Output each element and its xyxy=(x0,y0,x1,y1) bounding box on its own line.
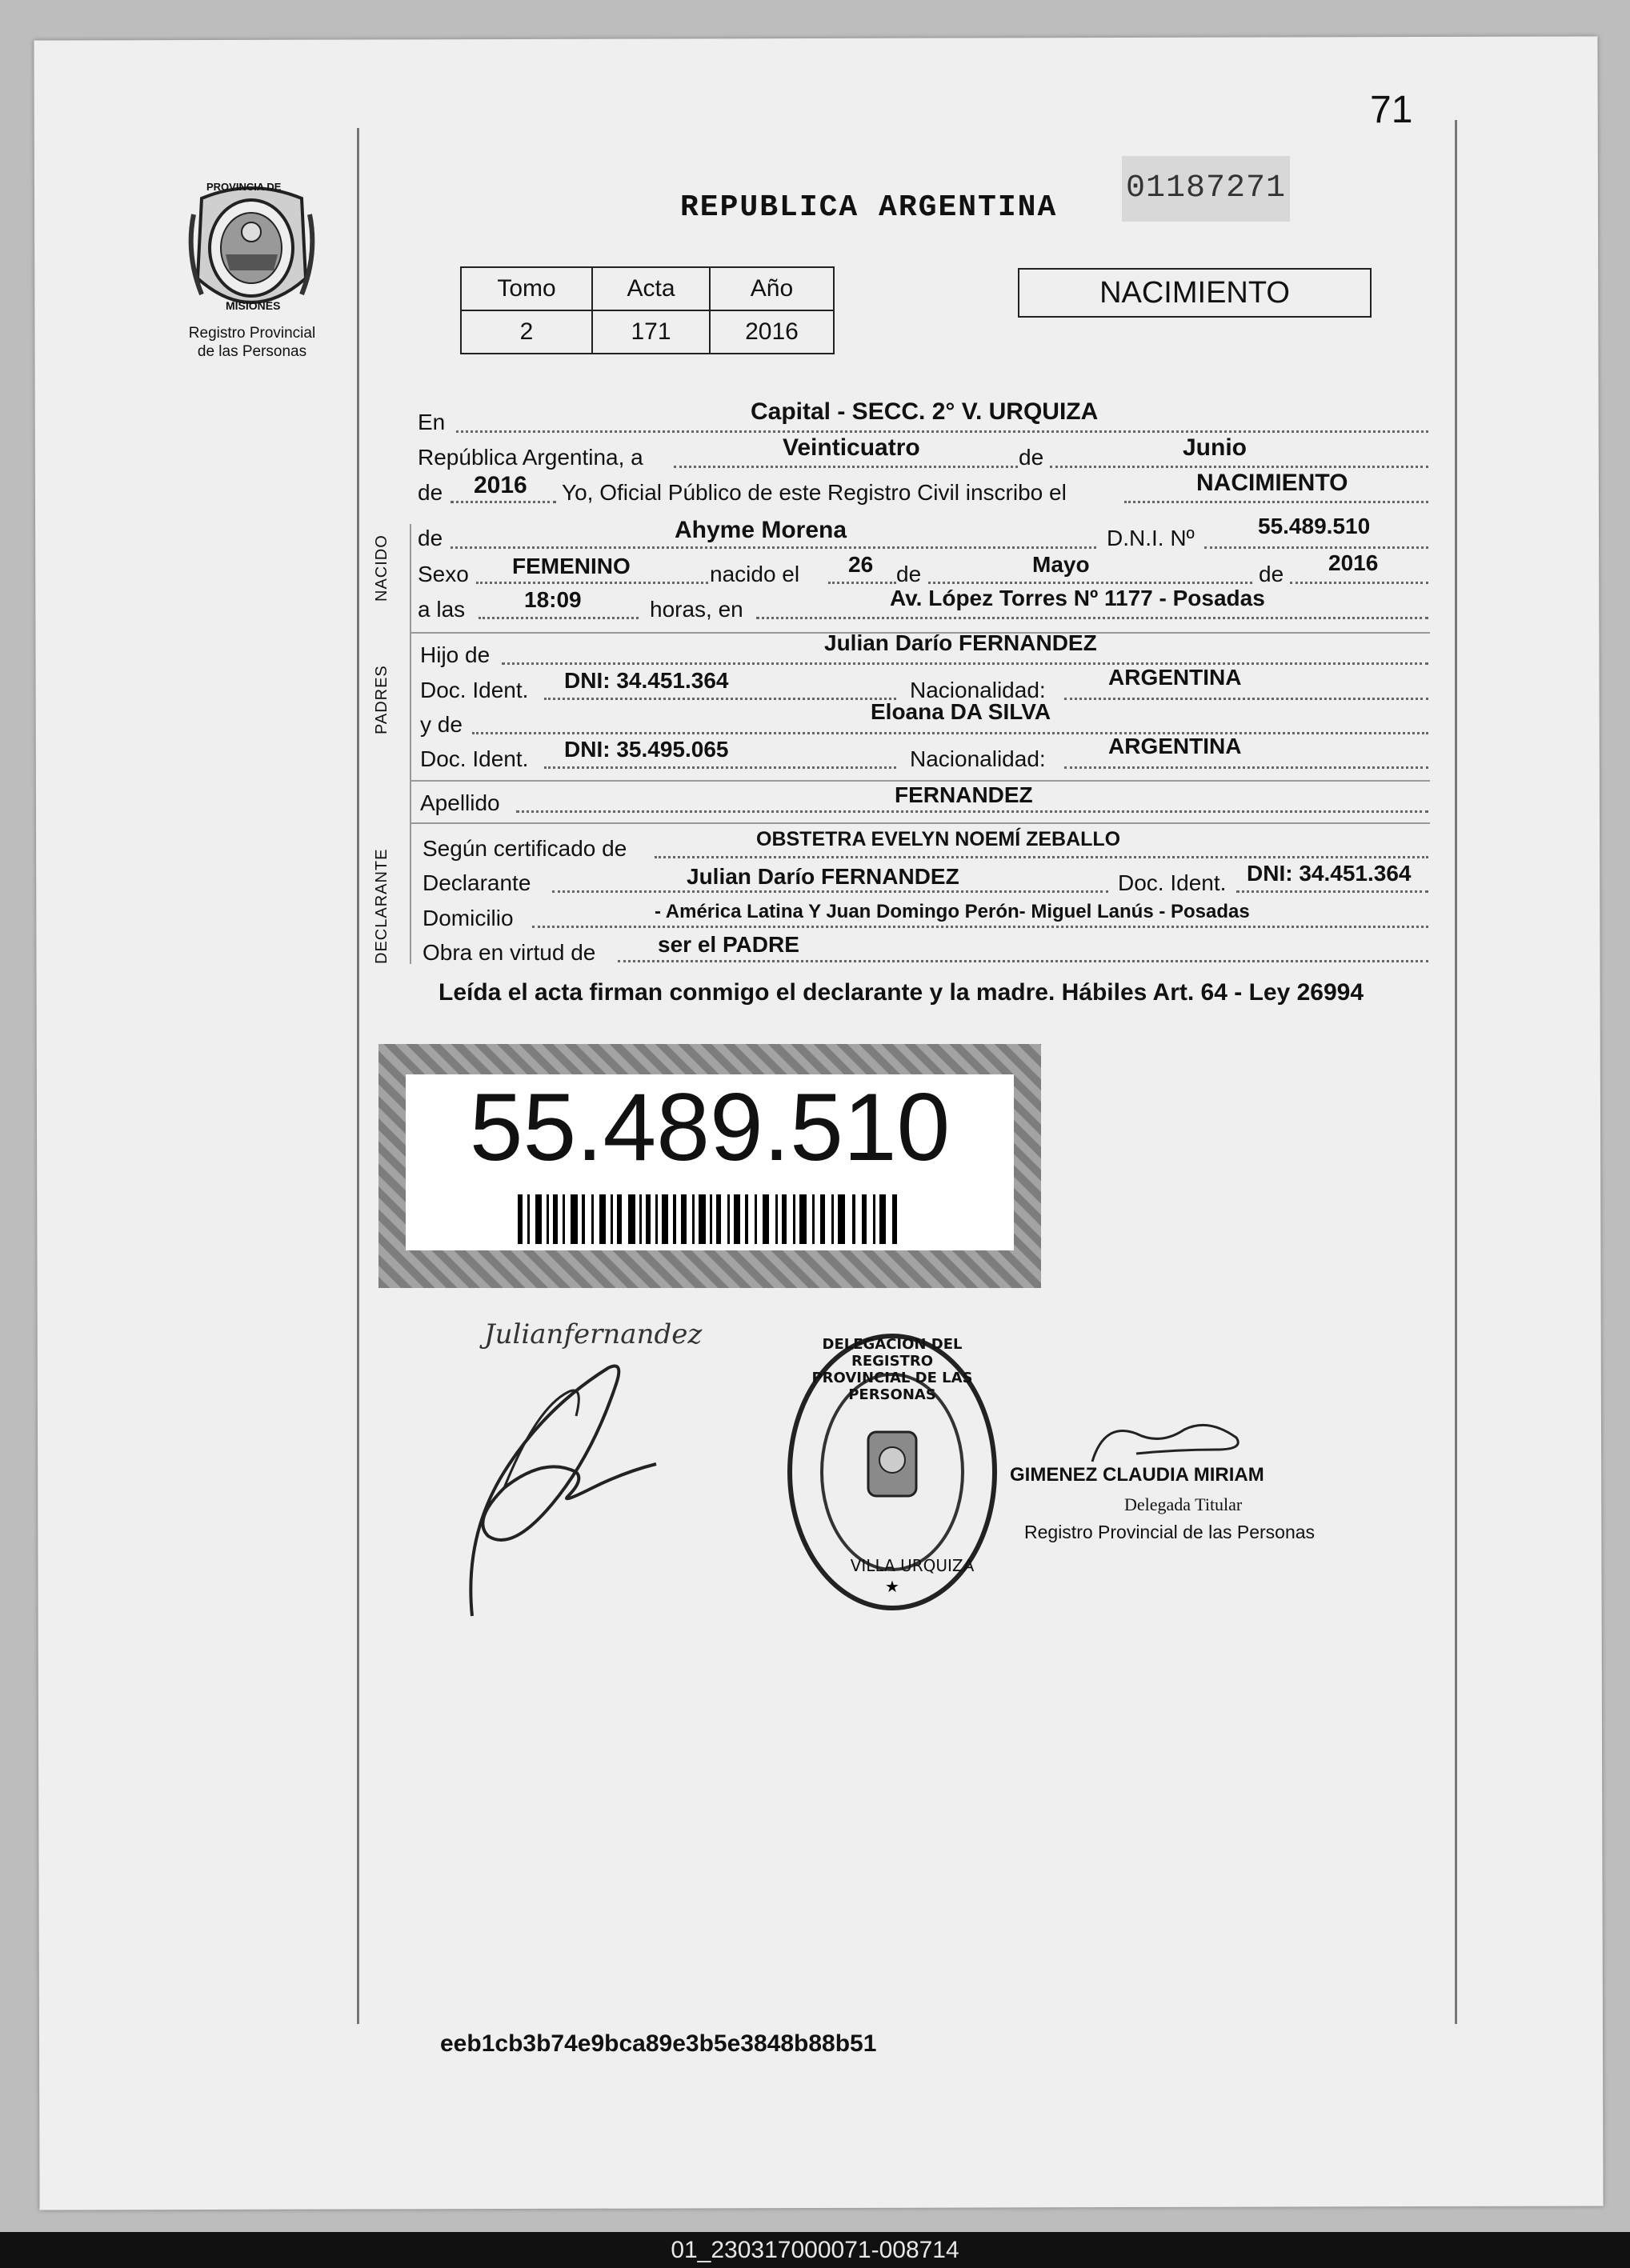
declarante-value: Julian Darío FERNANDEZ xyxy=(687,864,959,889)
sticker-dni-number: 55.489.510 xyxy=(469,1074,951,1181)
child-name: Ahyme Morena xyxy=(675,517,847,543)
de-label-month: de xyxy=(1019,445,1044,470)
declarant-handwritten-name: Julianfernandez xyxy=(484,1318,703,1350)
horas-label: horas, en xyxy=(650,597,743,622)
provincial-crest-icon xyxy=(186,182,318,318)
dni-sticker xyxy=(378,1044,1041,1288)
serial-stamp: 01187271 xyxy=(1122,156,1290,222)
obra-label: Obra en virtud de xyxy=(423,940,596,965)
declarante-doc-label: Doc. Ident. xyxy=(1118,870,1227,895)
sexo-value: FEMENINO xyxy=(512,554,631,578)
birth-day-dots xyxy=(828,582,896,584)
birth-year: 2016 xyxy=(1328,550,1379,575)
nacido-section-label: NACIDO xyxy=(373,534,390,602)
table-header-row xyxy=(461,267,834,310)
month-dots xyxy=(1050,466,1428,468)
declarante-dots xyxy=(552,890,1108,893)
inscribo-value: NACIMIENTO xyxy=(1196,470,1348,496)
document-hash: eeb1cb3b74e9bca89e3b5e3848b88b51 xyxy=(440,2030,877,2057)
certificado-dots xyxy=(655,856,1428,858)
padres-divider xyxy=(410,780,1430,782)
tomo-header: Tomo xyxy=(461,267,592,310)
left-margin-line xyxy=(357,128,359,2024)
crest-label-line1: Registro Provincial xyxy=(188,325,316,342)
year-value: 2016 xyxy=(474,472,527,498)
declarante-doc: DNI: 34.451.364 xyxy=(1247,861,1412,886)
crest-ring-text-top: PROVINCIA DE xyxy=(206,181,282,193)
record-type-box: NACIMIENTO xyxy=(1018,268,1372,318)
apellido-label: Apellido xyxy=(420,790,500,815)
tomo-acta-anio-table xyxy=(460,266,835,354)
crest-label xyxy=(168,324,336,361)
acta-value: 171 xyxy=(592,310,710,354)
seal-ring-text: DELEGACION DEL REGISTRO PROVINCIAL DE LAS PERSONAS xyxy=(811,1336,973,1403)
nacido-de-label: de xyxy=(418,526,443,550)
father-nac-label: Nacionalidad: xyxy=(910,678,1046,702)
birth-day: 26 xyxy=(848,552,874,577)
mother-dots xyxy=(472,732,1428,734)
apellido-dots xyxy=(516,810,1428,813)
a-las-label: a las xyxy=(418,597,466,622)
mother-doc: DNI: 35.495.065 xyxy=(564,737,729,762)
inscribo-dots xyxy=(1124,501,1428,503)
sticker-label xyxy=(406,1074,1014,1250)
place-dots xyxy=(756,617,1428,619)
time-dots xyxy=(479,617,639,619)
certificado-label: Según certificado de xyxy=(423,836,627,861)
declarant-signature-icon xyxy=(456,1360,696,1624)
birth-time: 18:09 xyxy=(524,587,582,612)
birth-year-dots xyxy=(1290,582,1428,584)
obra-value: ser el PADRE xyxy=(658,932,799,957)
page-number: 71 xyxy=(1370,89,1413,131)
hijo-de-label: Hijo de xyxy=(420,642,491,667)
nacido-el-label: nacido el xyxy=(710,562,800,586)
table-value-row xyxy=(461,310,834,354)
dni-label: D.N.I. Nº xyxy=(1107,526,1195,550)
de-label-year: de xyxy=(418,480,443,505)
anio-header: Año xyxy=(710,267,834,310)
section-divider-line xyxy=(410,524,411,964)
child-dni: 55.489.510 xyxy=(1258,514,1371,538)
mother-nac-label: Nacionalidad: xyxy=(910,746,1046,771)
certificado-value: OBSTETRA EVELYN NOEMÍ ZEBALLO xyxy=(756,828,1121,850)
padres-section-label: PADRES xyxy=(373,665,390,734)
father-doc-dots xyxy=(544,698,896,700)
y-de-label: y de xyxy=(420,712,463,737)
anio-value: 2016 xyxy=(710,310,834,354)
father-doc-label: Doc. Ident. xyxy=(420,678,529,702)
obra-dots xyxy=(618,960,1428,962)
official-role: Delegada Titular xyxy=(1124,1494,1243,1514)
birth-de-label-1: de xyxy=(896,562,922,586)
domicilio-label: Domicilio xyxy=(423,906,514,930)
mother-doc-label: Doc. Ident. xyxy=(420,746,529,771)
father-nationality: ARGENTINA xyxy=(1108,665,1242,690)
father-name: Julian Darío FERNANDEZ xyxy=(824,630,1097,655)
father-dots xyxy=(502,662,1428,665)
acta-header: Acta xyxy=(592,267,710,310)
right-margin-line xyxy=(1455,120,1457,2024)
closing-text: Leída el acta firman conmigo el declarante y la madre. Hábiles Art. 64 - Ley 26994 xyxy=(439,979,1364,1006)
document-title: REPUBLICA ARGENTINA xyxy=(680,190,1058,225)
mother-name: Eloana DA SILVA xyxy=(871,699,1051,724)
official-name: GIMENEZ CLAUDIA MIRIAM xyxy=(1010,1464,1264,1486)
seal-inner-text: VILLA URQUIZA xyxy=(850,1556,975,1575)
declarante-section-label: DECLARANTE xyxy=(373,848,390,964)
en-label: En xyxy=(418,410,446,434)
apellido-value: FERNANDEZ xyxy=(895,782,1033,807)
mother-nationality: ARGENTINA xyxy=(1108,734,1242,758)
birth-de-label-2: de xyxy=(1259,562,1284,586)
father-nac-dots xyxy=(1064,698,1428,700)
domicilio-dots xyxy=(532,926,1428,928)
crest-ring-text-bottom: MISIONES xyxy=(226,299,281,312)
barcode-icon xyxy=(518,1194,902,1244)
birth-place: Av. López Torres Nº 1177 - Posadas xyxy=(890,586,1265,610)
declarante-doc-dots xyxy=(1236,890,1428,893)
svg-text:★: ★ xyxy=(885,1577,899,1596)
birth-month-dots xyxy=(928,582,1252,584)
day-value: Veinticuatro xyxy=(783,434,920,461)
yo-label: Yo, Oficial Público de este Registro Civil inscribo el xyxy=(562,480,1067,505)
year-dots xyxy=(451,501,556,503)
tomo-value: 2 xyxy=(461,310,592,354)
father-doc: DNI: 34.451.364 xyxy=(564,668,729,693)
en-value: Capital - SECC. 2° V. URQUIZA xyxy=(751,398,1099,425)
apellido-divider xyxy=(410,822,1430,824)
birth-month: Mayo xyxy=(1032,552,1090,577)
en-dots xyxy=(456,430,1428,433)
domicilio-value: - América Latina Y Juan Domingo Perón- Miguel Lanús - Posadas xyxy=(655,901,1250,922)
republica-label: República Argentina, a xyxy=(418,445,643,470)
mother-nac-dots xyxy=(1064,766,1428,769)
sexo-dots xyxy=(476,582,708,584)
dni-dots xyxy=(1204,546,1428,549)
declarante-label: Declarante xyxy=(423,870,531,895)
crest-label-line2: de las Personas xyxy=(197,343,307,360)
sexo-label: Sexo xyxy=(418,562,469,586)
scan-footer-id: 01_230317000071-008714 xyxy=(0,2232,1630,2268)
month-value: Junio xyxy=(1183,434,1247,461)
official-org: Registro Provincial de las Personas xyxy=(1024,1522,1316,1542)
day-dots xyxy=(674,466,1018,468)
mother-doc-dots xyxy=(544,766,896,769)
name-dots xyxy=(451,546,1096,549)
